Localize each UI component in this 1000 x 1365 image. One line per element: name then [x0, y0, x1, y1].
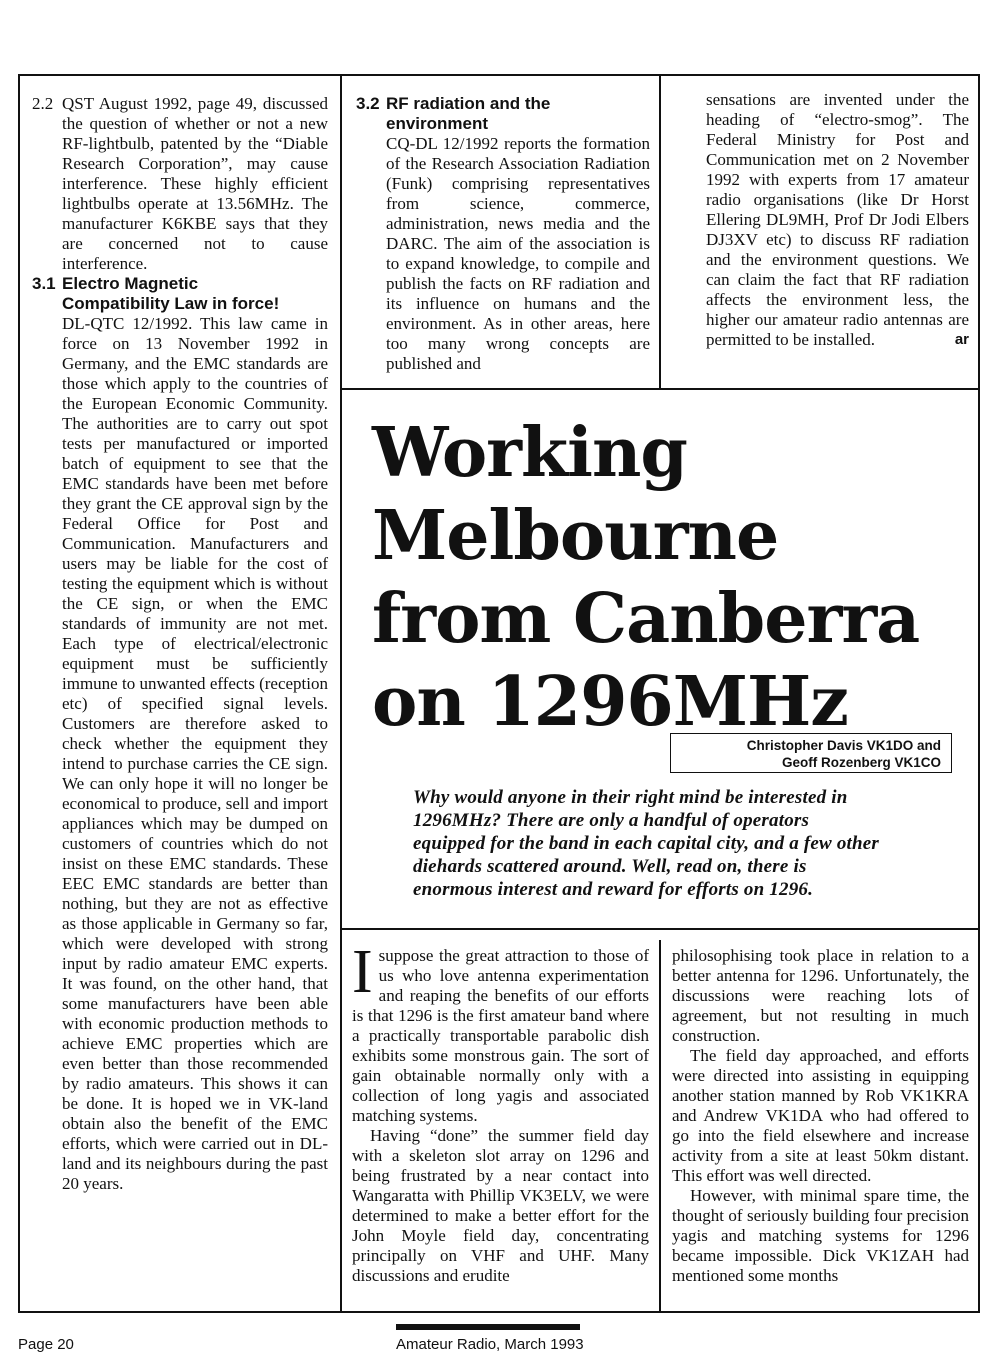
frame-bottom-rule [18, 1311, 980, 1313]
section-3-2-column [356, 94, 650, 374]
item-2-2-text: QST August 1992, page 49, discussed the question of whether or not a new RF-lightbulb, patented by the “Diable Research Corporation”, may cause interference. These highly efficient lightbulbs operate at 13.56MHz. The manufacturer K6KBE says that they are concerned not to cause interference. [62, 94, 328, 273]
article-body-paragraph-3: philosophising took place in relation to a better antenna for 1296. Unfortunately, the discussions were reaching lots of agreement, but not resulting in much construction. [672, 946, 969, 1045]
article-title [372, 412, 972, 744]
article-body-paragraph-4: The field day approached, and efforts were directed into assisting in equipping another station manned by Rob VK1KRA and Andrew VK1DA who had offered to go into the field elsewhere and increase activity from a site at least 50km distant. This effort was well directed. [672, 1046, 969, 1185]
section-3-1-number: 3.1 [32, 274, 56, 293]
frame-top-rule [18, 74, 980, 76]
footer-rule [396, 1324, 580, 1330]
drop-cap: I [352, 938, 373, 1006]
section-3-2-continued [706, 90, 969, 350]
article-title-line3: from Canberra [372, 579, 920, 659]
item-2-2-number: 2.2 [32, 94, 54, 113]
author-byline-box [670, 733, 952, 773]
section-3-1-body: DL-QTC 12/1992. This law came in force on 13 November 1992 in Germany, and the EMC standards are those which apply to the countries of the European Economic Community. The authorities are to carry out spot tests per manufactured or imported batch of equipment to see that the EMC standards have been met before they grant the CE approval sign by the Federal Office for Post and Communication. Manufacturers and users may be liable for the cost of testing the equipment which is without the CE sign, or when the EMC standards of immunity are not met. Each type of electrical/electronic equipment must be sufficiently immune to unwanted effects (reception etc) of specified signal levels. Customers are therefore asked to check whether the equipment they intend to purchase carries the CE sign. We can only hope it will no longer be economical to produce, sell and import appliances which may be dumped on customers of countries which do not insist on these EMC standards. These EEC EMC standards are better than nothing, but they are not as effective as those applicable in Germany so far, which were developed with strong input by radio amateur EMC experts. It was found, on the other hand, that some manufacturers have been able with economic production methods to achieve EMC properties which are even better than those recommended by radio amateurs. This shows it can be done. It is hoped we in VK-land obtain also the benefit of the EMC efforts, which were carried out in DL-land and its neighbours during the past 20 years. [62, 314, 328, 1193]
section-3-2-number: 3.2 [356, 94, 380, 113]
section-3-2-body: CQ-DL 12/1992 reports the formation of the Research Association Radiation (Funk) comprising representatives from science, commerce, administration, news media and the DARC. The aim of the association is to expand knowledge, to compile and publish the facts on RF radiation and its influence on humans and the environment. As in other areas, here too many wrong concepts are published and [386, 134, 650, 373]
author-line1: Christopher Davis VK1DO and [746, 738, 941, 753]
section-3-2-heading-line2: environment [386, 114, 489, 133]
section-3-1-heading-line2: Compatibility Law in force! [62, 294, 280, 313]
end-mark-ar: ar [954, 331, 969, 348]
article-body-paragraph-1 [352, 938, 649, 1126]
article-title-line2: Melbourne [372, 496, 779, 576]
page-number: Page 20 [18, 1336, 74, 1353]
section-3-2-continued-text: sensations are invented under the heading of “electro-smog”. The Federal Ministry for Post and Communication met on 2 November 1992 with experts from 17 amateur radio organisations (like Dr Horst Ellering DL9MH, Prof Dr Jodi Elbers DJ3XV etc) to discuss RF radiation and the environment questions. We can claim the fact that RF radiation affects the environment less, the higher our amateur radio antennas are permitted to be installed. [706, 90, 969, 349]
frame-left-rule [18, 74, 20, 1312]
column-divider-left [340, 74, 342, 1312]
left-column [32, 94, 328, 1194]
article-title-line1: Working [372, 413, 687, 493]
column-divider-top-middle [659, 74, 661, 389]
horizontal-rule-top [340, 388, 980, 390]
horizontal-rule-bottom [340, 928, 980, 930]
article-intro: Why would anyone in their right mind be interested in 1296MHz? There are only a handful of operators equipped for the band in each capital city, and a few other diehards scattered around. Well, read on, there is enormous interest and reward for efforts on 1296. [413, 787, 880, 900]
author-line2: Geoff Rozenberg VK1CO [781, 755, 941, 770]
article-body-column-2 [672, 946, 969, 1286]
article-body-paragraph-1-text: suppose the great attraction to those of us who love antenna experimentation and reaping the benefits of our efforts is that 1296 is the first amateur band where a practically transportable parabolic dish exhibits some monstrous gain. The sort of gain obtainable normally only with a collection of long yagis and associated matching systems. [352, 946, 649, 1125]
article-body-column-1 [352, 938, 649, 1286]
column-divider-bottom-middle [659, 940, 661, 1312]
section-3-1-heading [32, 274, 328, 314]
item-2-2 [32, 94, 328, 274]
article-body-paragraph-5: However, with minimal spare time, the thought of seriously building four precision yagis and matching systems for 1296 became impossible. Dick VK1ZAH had mentioned some months [672, 1186, 969, 1285]
article-body-paragraph-2: Having “done” the summer field day with a skeleton slot array on 1296 and being frustrated by a near contact into Wangaratta with Phillip VK3ELV, we were determined to make a better effort for the John Moyle field day, concentrating principally on VHF and UHF. Many discussions and erudite [352, 1126, 649, 1285]
frame-right-rule [978, 74, 980, 1312]
publication-info: Amateur Radio, March 1993 [396, 1336, 584, 1353]
section-3-1-heading-line1: Electro Magnetic [62, 274, 199, 293]
section-3-2-continued-column [706, 90, 969, 350]
section-3-2-heading [356, 94, 650, 134]
section-3-2-heading-line1: RF radiation and the [386, 94, 551, 113]
article-title-line4: on 1296MHz [372, 662, 848, 742]
